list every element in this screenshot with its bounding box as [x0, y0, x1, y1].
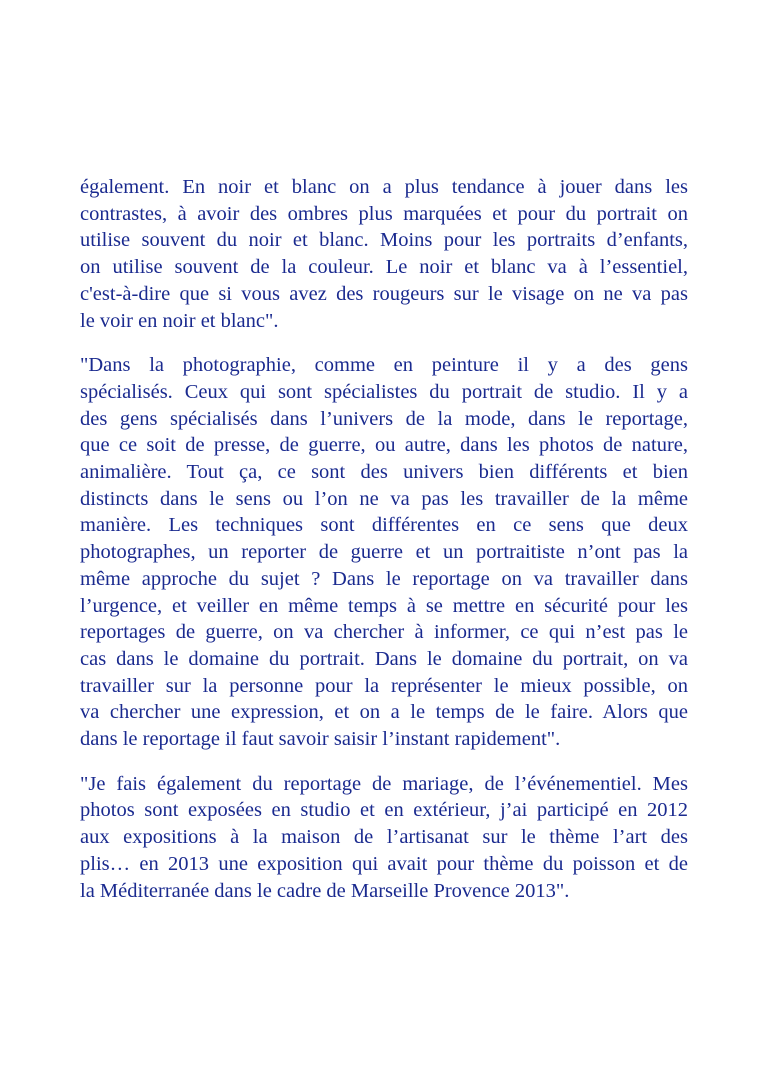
text-line: photos sont exposées en studio et en extérieur, j’ai participé en 2012: [80, 799, 688, 822]
text-line: même approche du sujet ? Dans le reportage on va travailler dans: [80, 567, 688, 590]
text-line: "Je fais également du reportage de mariage, de l’événementiel. Mes: [80, 772, 688, 795]
text-line: plis… en 2013 une exposition qui avait pour thème du poisson et de: [80, 852, 688, 875]
text-line: photographes, un reporter de guerre et un portraitiste n’ont pas la: [80, 541, 688, 564]
text-line: la Méditerranée dans le cadre de Marseille Provence 2013".: [80, 879, 570, 902]
text-line: le voir en noir et blanc".: [80, 309, 279, 332]
text-line: utilise souvent du noir et blanc. Moins pour les portraits d’enfants,: [80, 229, 688, 252]
text-line: manière. Les techniques sont différentes en ce sens que deux: [80, 514, 688, 537]
text-line: des gens spécialisés dans l’univers de la mode, dans le reportage,: [80, 407, 688, 430]
text-line: aux expositions à la maison de l’artisanat sur le thème l’art des: [80, 826, 688, 849]
paragraph-2: [80, 352, 688, 753]
text-line: distincts dans le sens ou l’on ne va pas les travailler de la même: [80, 487, 688, 510]
text-line: on utilise souvent de la couleur. Le noir et blanc va à l’essentiel,: [80, 256, 688, 279]
text-line: "Dans la photographie, comme en peinture il y a des gens: [80, 354, 688, 377]
text-line: l’urgence, et veiller en même temps à se mettre en sécurité pour les: [80, 594, 688, 617]
text-line: dans le reportage il faut savoir saisir l’instant rapidement".: [80, 728, 561, 751]
paragraph-1: [80, 174, 688, 334]
text-line: travailler sur la personne pour la représenter le mieux possible, on: [80, 674, 688, 697]
text-line: que ce soit de presse, de guerre, ou autre, dans les photos de nature,: [80, 434, 688, 457]
text-line: cas dans le domaine du portrait. Dans le domaine du portrait, on va: [80, 647, 688, 670]
text-line: contrastes, à avoir des ombres plus marquées et pour du portrait on: [80, 202, 688, 225]
text-line: spécialisés. Ceux qui sont spécialistes du portrait de studio. Il y a: [80, 380, 688, 403]
paragraph-3: [80, 771, 688, 905]
text-line: animalière. Tout ça, ce sont des univers bien différents et bien: [80, 461, 688, 484]
text-line: c'est-à-dire que si vous avez des rougeurs sur le visage on ne va pas: [80, 282, 688, 305]
body-text: [80, 174, 688, 922]
text-line: reportages de guerre, on va chercher à informer, ce qui n’est pas le: [80, 621, 688, 644]
text-line: va chercher une expression, et on a le temps de le faire. Alors que: [80, 701, 688, 724]
text-line: également. En noir et blanc on a plus tendance à jouer dans les: [80, 176, 688, 198]
